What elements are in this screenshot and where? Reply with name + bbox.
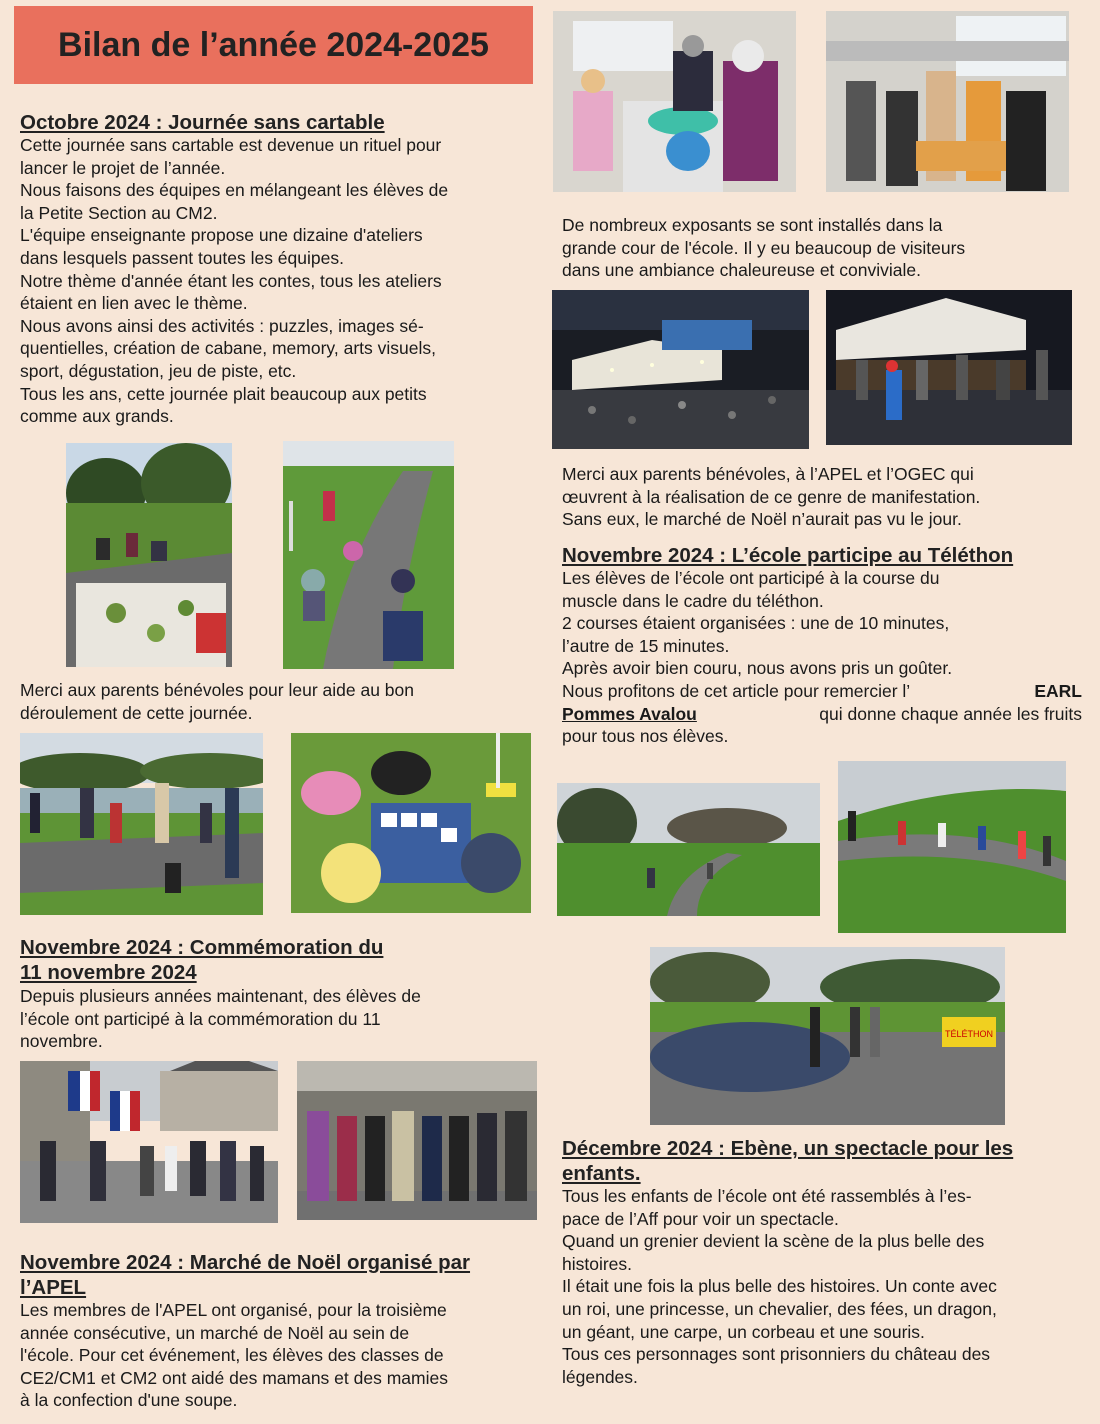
photo-soup-classroom [826, 11, 1069, 192]
photo-race-hill [838, 761, 1066, 933]
text-merci-marche: Merci aux parents bénévoles, à l’APEL et l’OGEC qui œuvrent à la réalisation de ce genre de manifestation. Sans eux, le marché de Noël n’aurait pas vu le jour. [562, 464, 981, 530]
photo-workshop-park [66, 443, 232, 667]
photo-market-night-aerial [552, 290, 809, 449]
text-thanks-octobre: Merci aux parents bénévoles pour leur aide au bon déroulement de cette journée. [20, 680, 414, 723]
text-marche: Les membres de l'APEL ont organisé, pour la troisième année consécutive, un marché de Noël au sein de l'école. Pour cet événement, les élèves des classes de CE2/CM1 et CM2 ont aidé des mamans et des mamies à la confection d'une soupe. [20, 1300, 448, 1411]
photo-market-night-tent [826, 290, 1072, 445]
heading-telethon: Novembre 2024 : L’école participe au Téléthon [562, 544, 1014, 567]
heading-decembre: Décembre 2024 : Ebène, un spectacle pour les enfants. [562, 1137, 1014, 1185]
text-octobre: Cette journée sans cartable est devenue un rituel pour lancer le projet de l’année. Nous faisons des équipes en mélangeant les élèves de la Petite Section au CM2. L'équipe enseignante propose une dizaine d'ateliers dans lesquels passent toutes les équipes. Notre thème d'année étant les contes, tous les ateliers étaient en lien avec le thème. Nous avons ainsi des activités : puzzles, images sé- quentielles, création de cabane, memory, arts visuels, sport, dégustation, jeu de piste, etc. Tous les ans, cette journée plait beaucoup aux petits comme aux grands. [20, 135, 449, 427]
photo-ceremony-flags [20, 1061, 278, 1223]
heading-commemoration: Novembre 2024 : Commémoration du 11 novembre 2024 [20, 936, 384, 984]
text-decembre: Tous les enfants de l’école ont été rassemblés à l’es- pace de l’Aff pour voir un spectacle. Quand un grenier devient la scène de la plus belle des histoires. Il était une fois la plus belle des histoires. Un conte avec un roi, une princesse, un chevalier, des fées, un dragon, un géant, une carpe, un corbeau et une souris. Tous ces personnages sont prisonniers du château des légendes. [562, 1186, 997, 1387]
text-exposants: De nombreux exposants se sont installés dans la grande cour de l'école. Il y eu beaucoup de visiteurs dans une ambiance chaleureuse et conviviale. [562, 215, 966, 281]
page-title: Bilan de l’année 2024-2025 [58, 25, 489, 64]
heading-marche: Novembre 2024 : Marché de Noël organisé par l’APEL [20, 1251, 471, 1299]
heading-octobre: Octobre 2024 : Journée sans cartable [20, 111, 385, 134]
text-commemoration: Depuis plusieurs années maintenant, des élèves de l’école ont participé à la commémoration du 11 novembre. [20, 986, 421, 1052]
photo-ceremony-children [297, 1061, 537, 1220]
photo-reading-path [283, 441, 454, 669]
photo-children-lake [20, 733, 263, 915]
banner-telethon: TÉLÉTHON [944, 1029, 994, 1039]
photo-soup-making [553, 11, 796, 192]
title-banner [14, 6, 533, 84]
photo-telethon-gathering [650, 947, 1005, 1125]
text-telethon: Les élèves de l’école ont participé à la course du muscle dans le cadre du téléthon. 2 courses étaient organisées : une de 10 minutes, l’autre de 15 minutes. Après avoir bien couru, nous avons pris un goûter. Nous profitons de cet article pour remercier l’ EARL Pommes Avalou qui donne chaque année les fruits pour tous nos élèves. [562, 568, 1082, 747]
photo-race-park [557, 783, 820, 916]
photo-memory-game [291, 733, 531, 913]
